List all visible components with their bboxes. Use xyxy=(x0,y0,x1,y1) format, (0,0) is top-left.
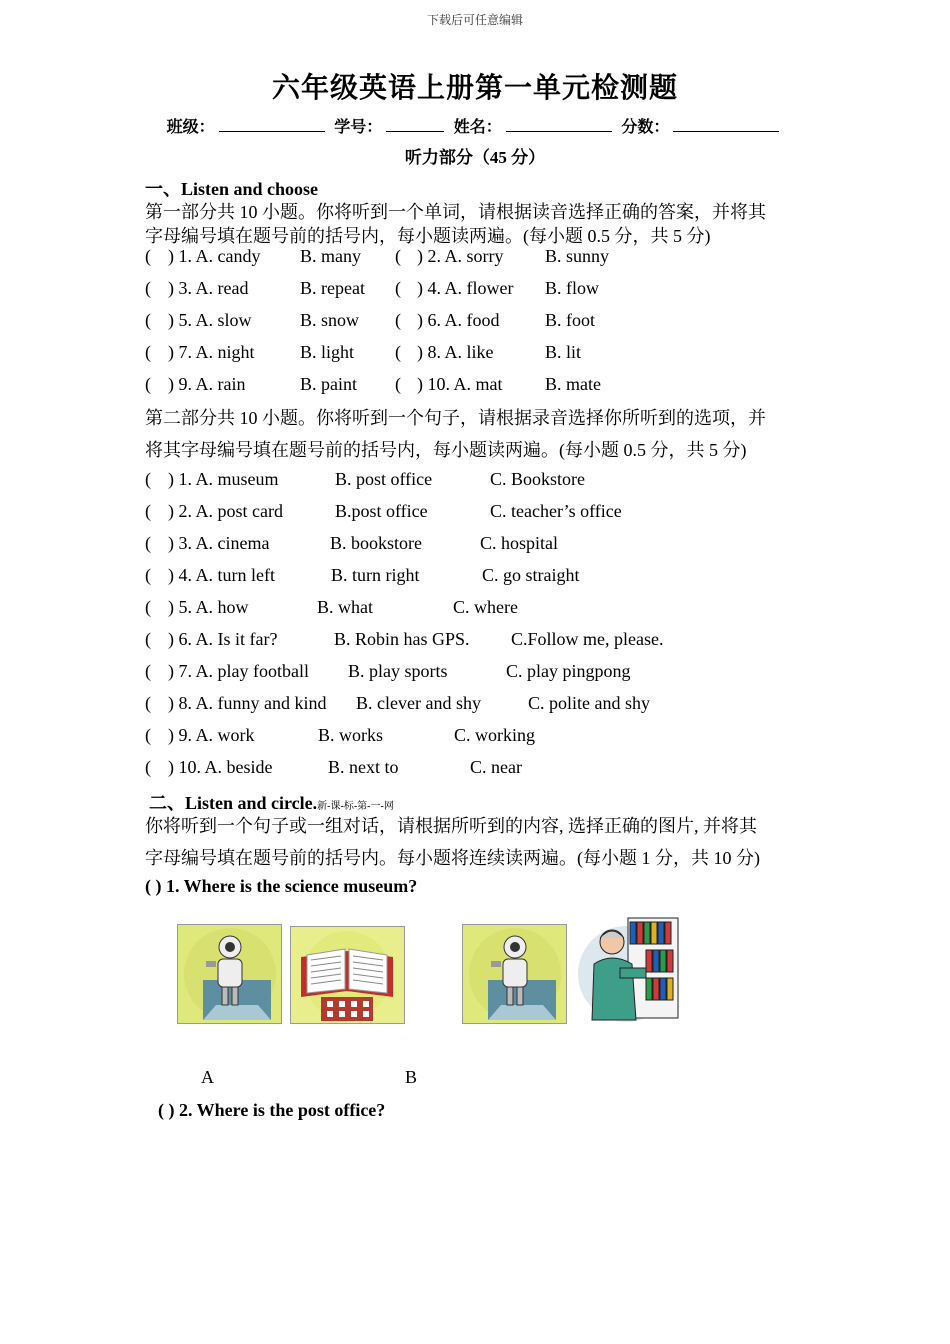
option-text: ) 6. A. Is it far? xyxy=(168,629,278,649)
option-text: B. works xyxy=(318,725,384,745)
option-a-label: A xyxy=(201,1067,214,1087)
option-text: B. post office xyxy=(335,469,433,489)
part2-instruction-line2: 将其字母编号填在题号前的括号内，每小题读两遍。(每小题 0.5 分，共 5 分) xyxy=(145,440,747,460)
answer-bracket[interactable]: ( xyxy=(395,374,401,394)
part2-row xyxy=(145,501,845,533)
answer-bracket[interactable]: ( xyxy=(145,342,151,362)
option-text: ) 1. A. museum xyxy=(168,469,279,489)
answer-bracket[interactable]: ( xyxy=(145,757,151,777)
section2-instruction-line1: 你将听到一个句子或一组对话，请根据所听到的内容, 选择正确的图片, 并将其 xyxy=(145,816,757,836)
option-text: B. next to xyxy=(328,757,399,777)
listening-title: 听力部分（45 分） xyxy=(404,148,546,167)
answer-bracket[interactable]: ( xyxy=(395,278,401,298)
option-text: B. bookstore xyxy=(330,533,422,553)
option-text: C.Follow me, please. xyxy=(511,629,664,649)
answer-bracket[interactable]: ( xyxy=(145,374,151,394)
option-text: B. mate xyxy=(545,374,601,394)
option-text: B. clever and shy xyxy=(356,693,481,713)
robot-museum-image-a xyxy=(177,924,282,1024)
part2-row xyxy=(145,469,845,501)
question-2: ( ) 2. Where is the post office? xyxy=(158,1100,386,1120)
answer-bracket[interactable]: ( xyxy=(145,310,151,330)
option-text: C. Bookstore xyxy=(490,469,586,489)
part2-row xyxy=(145,661,845,693)
option-text: B. flow xyxy=(545,278,599,298)
option-text: ) 4. A. flower xyxy=(417,278,514,298)
page-title: 六年级英语上册第一单元检测题 xyxy=(271,71,678,104)
answer-bracket[interactable]: ( xyxy=(145,597,151,617)
librarian-image-b xyxy=(576,912,680,1024)
option-text: B. turn right xyxy=(331,565,420,585)
class-label: 班级： xyxy=(166,117,215,136)
answer-bracket[interactable]: ( xyxy=(145,661,151,681)
answer-bracket[interactable]: ( xyxy=(145,629,151,649)
option-text: B. many xyxy=(300,246,361,266)
book-icon xyxy=(291,927,404,1023)
part2-row xyxy=(145,725,845,757)
part1-row xyxy=(145,278,845,310)
answer-bracket[interactable]: ( xyxy=(145,501,151,521)
answer-bracket[interactable]: ( xyxy=(145,469,151,489)
option-text: B. lit xyxy=(545,342,582,362)
part1-instruction-line2: 字母编号填在题号前的括号内，每小题读两遍。(每小题 0.5 分，共 5 分) xyxy=(145,226,711,246)
option-text: C. near xyxy=(470,757,522,777)
option-text: ) 1. A. candy xyxy=(168,246,261,266)
option-text: ) 5. A. how xyxy=(168,597,249,617)
option-text: B. sunny xyxy=(545,246,610,266)
option-text: ) 4. A. turn left xyxy=(168,565,275,585)
part1-row xyxy=(145,374,845,406)
option-text: C. where xyxy=(453,597,518,617)
number-blank[interactable] xyxy=(386,115,444,132)
option-text: C. go straight xyxy=(482,565,580,585)
part2-row xyxy=(145,565,845,597)
option-text: B. play sports xyxy=(348,661,448,681)
info-line xyxy=(0,114,950,137)
option-text: ) 5. A. slow xyxy=(168,310,252,330)
part1-row xyxy=(145,310,845,342)
answer-bracket[interactable]: ( xyxy=(145,693,151,713)
bookstore-image-a xyxy=(290,926,405,1024)
option-text: C. polite and shy xyxy=(528,693,650,713)
section2-heading-text: 二、Listen and circle. xyxy=(149,793,318,813)
option-text: ) 7. A. play football xyxy=(168,661,309,681)
answer-bracket[interactable]: ( xyxy=(145,725,151,745)
option-text: B. Robin has GPS. xyxy=(334,629,470,649)
part2-instruction-line1: 第二部分共 10 小题。你将听到一个句子，请根据录音选择你所听到的选项，并 xyxy=(145,408,766,428)
part1-instruction-line1: 第一部分共 10 小题。你将听到一个单词，请根据读音选择正确的答案，并将其 xyxy=(145,202,766,222)
librarian-icon xyxy=(576,912,680,1024)
question-1: ( ) 1. Where is the science museum? xyxy=(145,876,418,896)
part1-row xyxy=(145,342,845,374)
section2-instruction-line2: 字母编号填在题号前的括号内。每小题将连续读两遍。(每小题 1 分，共 10 分) xyxy=(145,848,760,868)
option-text: B. what xyxy=(317,597,373,617)
option-text: ) 3. A. cinema xyxy=(168,533,270,553)
option-text: ) 8. A. funny and kind xyxy=(168,693,327,713)
option-text: ) 6. A. food xyxy=(417,310,500,330)
part2-row xyxy=(145,533,845,565)
option-text: C. working xyxy=(454,725,535,745)
option-text: C. teacher’s office xyxy=(490,501,622,521)
robot-museum-image-b xyxy=(462,924,567,1024)
answer-bracket[interactable]: ( xyxy=(145,565,151,585)
section1-heading: 一、Listen and choose xyxy=(145,179,319,199)
part2-row xyxy=(145,757,845,789)
robot-icon xyxy=(178,925,281,1023)
header-note: 下载后可任意编辑 xyxy=(426,13,523,27)
answer-bracket[interactable]: ( xyxy=(145,278,151,298)
option-text: B. paint xyxy=(300,374,357,394)
option-text: C. hospital xyxy=(480,533,559,553)
part2-row xyxy=(145,693,845,725)
answer-bracket[interactable]: ( xyxy=(395,310,401,330)
option-text: B. snow xyxy=(300,310,360,330)
robot-icon xyxy=(463,925,566,1023)
option-text: ) 7. A. night xyxy=(168,342,255,362)
answer-bracket[interactable]: ( xyxy=(395,246,401,266)
option-text: ) 10. A. beside xyxy=(168,757,273,777)
option-text: ) 3. A. read xyxy=(168,278,249,298)
class-blank[interactable] xyxy=(219,115,325,132)
option-text: ) 9. A. work xyxy=(168,725,255,745)
option-text: ) 9. A. rain xyxy=(168,374,246,394)
option-text: ) 8. A. like xyxy=(417,342,494,362)
option-text: B. foot xyxy=(545,310,596,330)
score-blank[interactable] xyxy=(673,115,779,132)
number-label: 学号： xyxy=(334,117,383,136)
option-text: ) 2. A. sorry xyxy=(417,246,504,266)
answer-bracket[interactable]: ( xyxy=(395,342,401,362)
option-text: B.post office xyxy=(335,501,428,521)
option-b-label: B xyxy=(405,1067,418,1087)
option-text: C. play pingpong xyxy=(506,661,631,681)
name-blank[interactable] xyxy=(506,115,612,132)
name-label: 姓名： xyxy=(453,117,502,136)
part1-row xyxy=(145,246,845,278)
part2-row xyxy=(145,597,845,629)
option-text: ) 10. A. mat xyxy=(417,374,503,394)
answer-bracket[interactable]: ( xyxy=(145,533,151,553)
watermark-text: 新-课-标-第-一-网 xyxy=(317,801,394,812)
part2-row xyxy=(145,629,845,661)
option-text: B. light xyxy=(300,342,355,362)
option-text: ) 2. A. post card xyxy=(168,501,283,521)
answer-bracket[interactable]: ( xyxy=(145,246,151,266)
option-text: B. repeat xyxy=(300,278,365,298)
score-label: 分数： xyxy=(621,117,670,136)
